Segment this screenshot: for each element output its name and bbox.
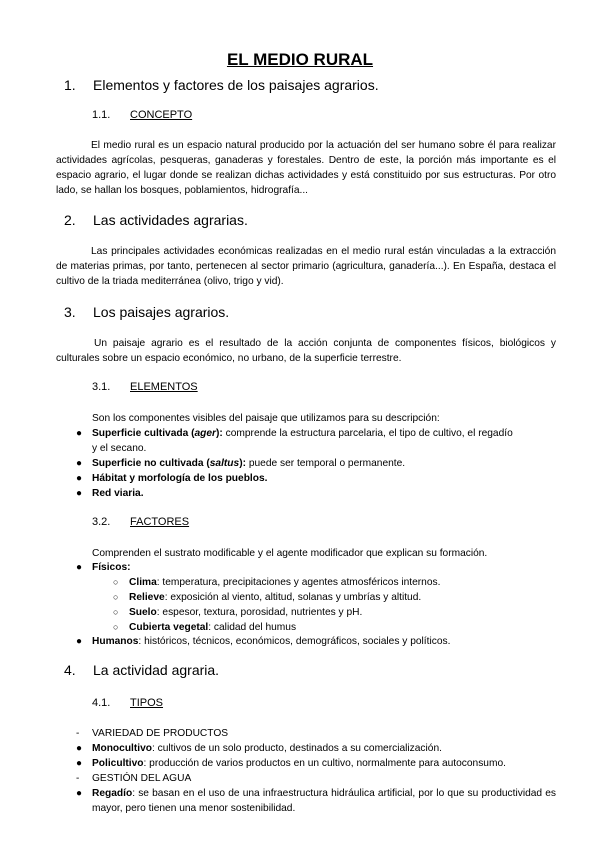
subsection-3-1-heading xyxy=(92,381,492,395)
subsection-4-1-heading xyxy=(92,697,492,711)
paragraph-text: Un paisaje agrario es el resultado de la acción conjunta de componentes físicos, biológicos y culturales sobre un espacio económico, no urbano, de la superficie terrestre. xyxy=(56,338,556,364)
bullet-icon: ● xyxy=(76,488,83,499)
subsection-number: 3.1. xyxy=(92,381,111,393)
subsection-title: CONCEPTO xyxy=(130,109,193,121)
section-number: 3. xyxy=(64,304,76,320)
bullet-icon: ● xyxy=(76,743,83,754)
subsection-3-2-heading xyxy=(92,516,492,530)
section-number: 1. xyxy=(64,77,76,93)
section-number: 2. xyxy=(64,212,76,228)
subsection-title: TIPOS xyxy=(130,697,164,709)
sub-list-item: ○ Clima: temperatura, precipitaciones y agentes atmosféricos internos. xyxy=(113,577,441,588)
sub-list-item: ○ Suelo: espesor, textura, porosidad, nutrientes y pH. xyxy=(113,607,363,618)
list-item: ● Humanos: históricos, técnicos, económicos, demográficos, sociales y políticos. xyxy=(76,636,451,647)
section-title: La actividad agraria. xyxy=(93,662,220,678)
bullet-icon: ● xyxy=(76,473,83,484)
list-item-continuation: y el secano. xyxy=(92,443,147,454)
bullet-icon: ● xyxy=(76,758,83,769)
bullet-icon: ● xyxy=(76,458,83,469)
list-item: ● Superficie cultivada (ager): comprende la estructura parcelaria, el tipo de cultivo, el regadío xyxy=(76,428,513,439)
section-title: Elementos y factores de los paisajes agrarios. xyxy=(93,77,379,93)
section-1-heading xyxy=(64,77,584,95)
sub-list-item: ○ Cubierta vegetal: calidad del humus xyxy=(113,622,297,633)
landscapes-paragraph xyxy=(56,336,556,366)
section-2-heading xyxy=(64,212,584,230)
sub-list-item: ○ Relieve: exposición al viento, altitud, solanas y umbrías y altitud. xyxy=(113,592,422,603)
elements-intro: Son los componentes visibles del paisaje que utilizamos para su descripción: xyxy=(92,413,440,424)
subsection-1-1-heading xyxy=(92,109,492,123)
list-item: ● Regadío: se basan en el uso de una infraestructura hidráulica artificial, por lo que su productividad es mayor, pero tienen una menor sostenibilidad. xyxy=(76,788,556,814)
list-item: ● Monocultivo: cultivos de un solo producto, destinados a su comercialización. xyxy=(76,743,442,754)
list-item: ● Hábitat y morfología de los pueblos. xyxy=(76,473,268,484)
circle-bullet-icon: ○ xyxy=(113,607,119,617)
subsection-number: 4.1. xyxy=(92,697,111,709)
circle-bullet-icon: ○ xyxy=(113,577,119,587)
bullet-icon: ● xyxy=(76,428,83,439)
dash-icon: - xyxy=(76,728,80,739)
subsection-number: 3.2. xyxy=(92,516,111,528)
circle-bullet-icon: ○ xyxy=(113,622,119,632)
dash-icon: - xyxy=(76,773,80,784)
paragraph-text: El medio rural es un espacio natural producido por la actuación del ser humano sobre él para realizar actividades agrícolas, pesqueras, ganaderas y forestales. Dentro de este, la porción más importante es el espacio agrario, el lugar donde se realizan dichas actividades y está constituido por sus estructuras. Por otro lado, se hallan los bosques, poblamientos, hidrografía... xyxy=(56,140,556,196)
section-3-heading xyxy=(64,304,584,322)
subsection-title: ELEMENTOS xyxy=(130,381,198,393)
list-item: ● Superficie no cultivada (saltus): puede ser temporal o permanente. xyxy=(76,458,406,469)
section-4-heading xyxy=(64,662,584,680)
paragraph-text: Las principales actividades económicas realizadas en el medio rural están vinculadas a la extracción de materias primas, por tanto, pertenecen al sector primario (agricultura, ganadería...). En España, destaca el cultivo de la triada mediterránea (olivo, trigo y vid). xyxy=(56,246,556,287)
dash-item: - VARIEDAD DE PRODUCTOS xyxy=(76,728,229,739)
list-item: ● Físicos: xyxy=(76,562,131,573)
page-title: EL MEDIO RURAL xyxy=(226,50,374,69)
factors-intro: Comprenden el sustrato modificable y el agente modificador que explican su formación. xyxy=(92,548,488,559)
bullet-icon: ● xyxy=(76,636,83,647)
circle-bullet-icon: ○ xyxy=(113,592,119,602)
bullet-icon: ● xyxy=(76,788,83,799)
concept-paragraph xyxy=(56,138,556,198)
bullet-icon: ● xyxy=(76,562,83,573)
subsection-title: FACTORES xyxy=(130,516,190,528)
dash-item: - GESTIÓN DEL AGUA xyxy=(76,773,192,784)
activities-paragraph xyxy=(56,244,556,289)
section-number: 4. xyxy=(64,662,76,678)
list-item: ● Policultivo: producción de varios productos en un cultivo, normalmente para autoconsumo. xyxy=(76,758,506,769)
section-title: Los paisajes agrarios. xyxy=(93,304,230,320)
section-title: Las actividades agrarias. xyxy=(93,212,248,228)
subsection-number: 1.1. xyxy=(92,109,111,121)
list-item: ● Red viaria. xyxy=(76,488,144,499)
